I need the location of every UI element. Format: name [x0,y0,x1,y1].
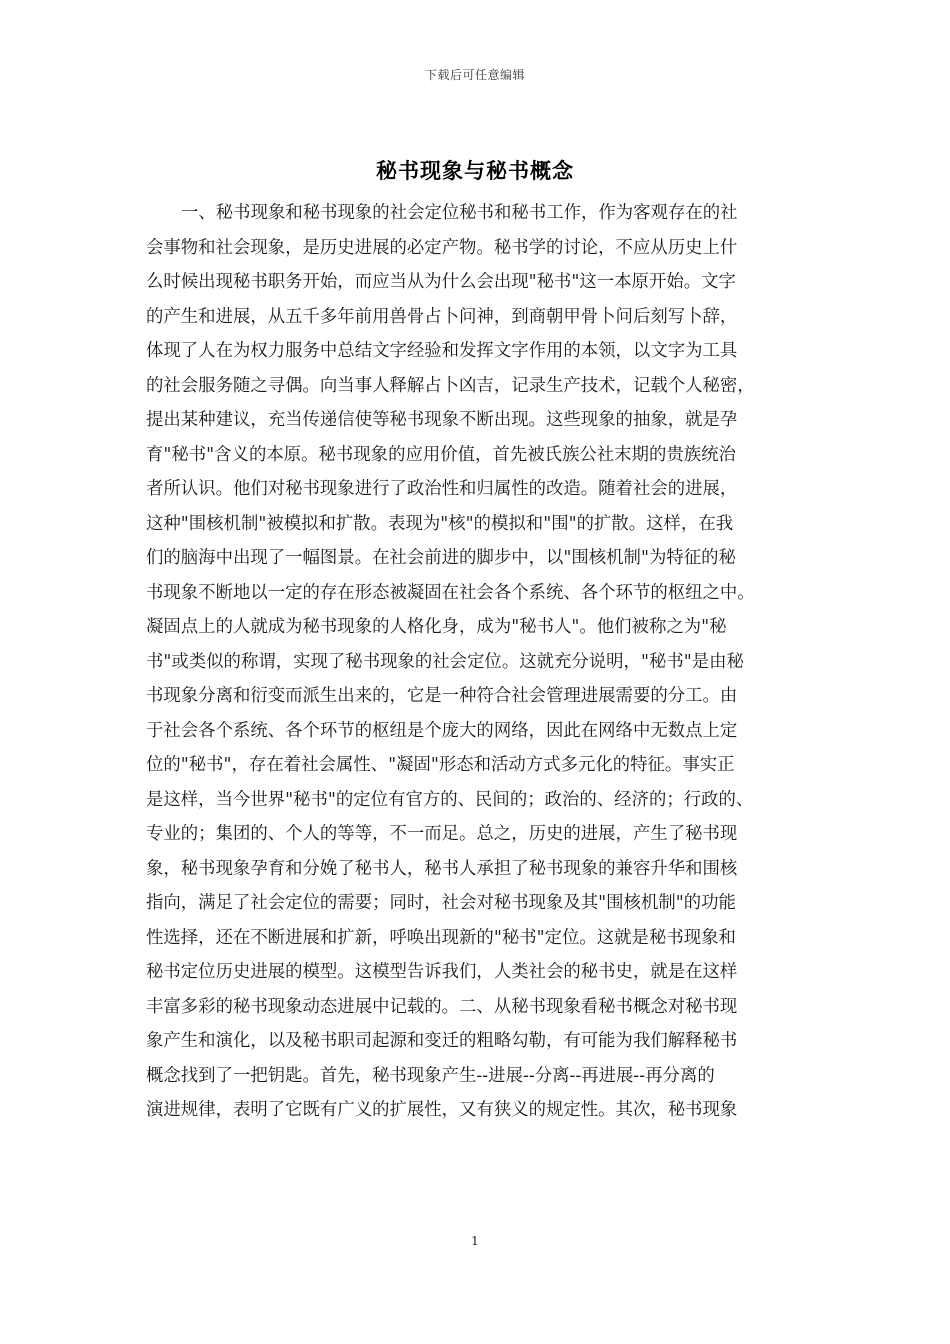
body-line: 是这样，当今世界"秘书"的定位有官方的、民间的；政治的、经济的；行政的、 [146,789,754,810]
document-body [146,196,818,1128]
body-line: 一、秘书现象和秘书现象的社会定位秘书和秘书工作，作为客观存在的社 [181,203,738,223]
body-line: 丰富多彩的秘书现象动态进展中记载的。二、从秘书现象看秘书概念对秘书现 [146,996,738,1017]
body-line: 么时候出现秘书职务开始，而应当从为什么会出现"秘书"这一本原开始。文字 [146,272,736,292]
body-line: 们的脑海中出现了一幅图景。在社会前进的脚步中，以"围核机制"为特征的秘 [146,548,736,568]
body-line: 演进规律，表明了它既有广义的扩展性，又有狭义的规定性。其次，秘书现象 [146,1100,738,1120]
page-number: 1 [471,1234,479,1248]
body-line: 秘书定位历史进展的模型。这模型告诉我们，人类社会的秘书史，就是在这样 [146,962,738,982]
page-header-note: 下载后可任意编辑 [424,68,525,82]
body-line: 会事物和社会现象，是历史进展的必定产物。秘书学的讨论，不应从历史上什 [146,237,738,258]
body-line: 书"或类似的称谓，实现了秘书现象的社会定位。这就充分说明，"秘书"是由秘 [146,651,744,672]
body-line: 位的"秘书"，存在着社会属性、"凝固"形态和活动方式多元化的特征。事实正 [146,755,735,775]
body-line: 的产生和进展，从五千多年前用兽骨占卜问神，到商朝甲骨卜问后刻写卜辞， [146,306,738,327]
body-line: 者所认识。他们对秘书现象进行了政治性和归属性的改造。随着社会的进展， [146,479,738,499]
body-line: 概念找到了一把钥匙。首先，秘书现象产生--进展--分离--再进展--再分离的 [146,1065,715,1086]
document-title: 秘书现象与秘书概念 [376,158,574,183]
body-line: 专业的；集团的、个人的等等，不一而足。总之，历史的进展，产生了秘书现 [146,824,738,844]
body-line: 这种"围核机制"被模拟和扩散。表现为"核"的模拟和"围"的扩散。这样，在我 [146,513,734,534]
body-line: 凝固点上的人就成为秘书现象的人格化身，成为"秘书人"。他们被称之为"秘 [146,617,727,637]
body-line: 体现了人在为权力服务中总结文字经验和发挥文字作用的本领，以文字为工具 [146,341,738,361]
body-line: 于社会各个系统、各个环节的枢纽是个庞大的网络，因此在网络中无数点上定 [146,720,738,741]
body-line: 象，秘书现象孕育和分娩了秘书人，秘书人承担了秘书现象的兼容升华和围核 [146,858,738,879]
body-line: 的社会服务随之寻偶。向当事人释解占卜凶吉，记录生产技术，记载个人秘密， [146,375,755,396]
body-line: 象产生和演化，以及秘书职司起源和变迁的粗略勾勒，有可能为我们解释秘书 [146,1031,738,1051]
body-line: 书现象分离和衍变而派生出来的，它是一种符合社会管理进展需要的分工。由 [146,686,738,706]
body-line: 性选择，还在不断进展和扩新，呼唤出现新的"秘书"定位。这就是秘书现象和 [146,927,736,948]
body-line: 指向，满足了社会定位的需要；同时，社会对秘书现象及其"围核机制"的功能 [146,893,736,913]
body-line: 育"秘书"含义的本原。秘书现象的应用价值，首先被氏族公社末期的贵族统治 [146,444,736,465]
body-line: 提出某种建议，充当传递信使等秘书现象不断出现。这些现象的抽象，就是孕 [146,410,738,430]
body-line: 书现象不断地以一定的存在形态被凝固在社会各个系统、各个环节的枢纽之中。 [146,582,755,603]
